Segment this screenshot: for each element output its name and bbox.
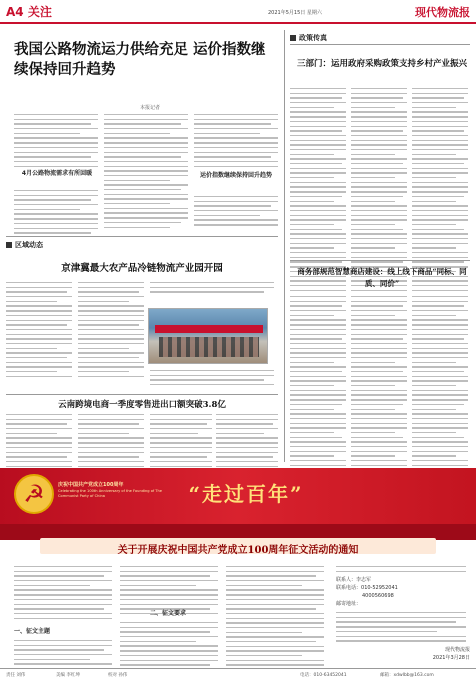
region-item1-title: 京津冀最大农产品冷链物流产业园开园 (61, 263, 223, 274)
policy-item1-title: 三部门：运用政府采购政策支持乡村产业振兴 (296, 59, 467, 69)
region-body2-col3 (150, 414, 212, 476)
contact-lines-2 (336, 612, 466, 642)
section-square-icon (290, 35, 296, 41)
notice-title: 关于开展庆祝中国共产党成立100周年征文活动的通知 (117, 545, 359, 556)
lead-body-col1b (14, 190, 98, 234)
policy-mid-rule (290, 260, 470, 261)
lead-body-col1 (14, 114, 98, 167)
section-tag: A4 关注 (6, 5, 52, 19)
lead-body-col2 (104, 114, 188, 228)
policy-body2-col3 (412, 296, 468, 466)
lead-headline: 我国公路物流运力供给充足 运价指数继续保持回升趋势 (14, 41, 266, 78)
anniversary-org: 庆祝中国共产党成立100周年 Celebrating the 100th Anniversary of the Founding of The Communist Party of China (58, 482, 162, 498)
photo-banner (155, 325, 263, 333)
issue-date: 2021年5月15日 星期六 (268, 10, 322, 16)
lead-body-col3b (194, 196, 278, 226)
region-body2-col4 (216, 414, 278, 476)
region-body1-col3b (150, 370, 274, 385)
region-section-label: 区域动态 (6, 240, 43, 250)
notice-date: 2021年3月28日 (432, 654, 470, 661)
masthead (0, 0, 476, 24)
industrial-park-photo (148, 308, 268, 364)
contact-lines (336, 566, 466, 572)
region-body1-col1 (6, 282, 72, 377)
notice-col1 (14, 566, 112, 619)
footer-editor: 责任 刘伟 (6, 673, 26, 678)
notice-col3 (226, 566, 324, 666)
region-body1-col3 (150, 282, 274, 293)
notice-col2b (120, 622, 218, 666)
photo-people (159, 337, 259, 357)
region-item2-title: 云南跨境电商一季度零售进出口额突破3.8亿 (58, 400, 226, 410)
anniversary-slogan: “走过百年” (188, 482, 304, 506)
policy-body2-col2 (351, 296, 407, 466)
region-top-rule (6, 236, 278, 237)
footer-tel: 电话：010-63452041 (300, 673, 347, 678)
policy-rule (290, 44, 470, 45)
policy-body2-col1 (290, 296, 346, 466)
notice-signature: 现代物流报 (444, 646, 470, 653)
lead-body-col3 (194, 114, 278, 167)
footer-email: 邮箱：xdwlbb@163.com (380, 673, 434, 678)
notice-col2 (120, 566, 218, 614)
notice-col1b (14, 640, 112, 665)
contact-phone1: 010-52952041 (361, 585, 398, 592)
notice-sec1: 一、征文主题 (14, 628, 51, 635)
lead-subhead-2: 运价指数继续保持回升趋势 (199, 172, 272, 179)
footer-designer: 美编 李红坤 (56, 673, 80, 678)
party-emblem-icon (14, 474, 54, 514)
contact-name: 李志军 (356, 577, 372, 584)
contact-block: 联系人：李志军 联系电话：010-52952041 4000560698 邮寄地址： 现代物流报 2021年3月28日 (336, 566, 470, 662)
lead-byline: 本报记者 (140, 105, 161, 111)
region-body2-col1 (6, 414, 72, 476)
footer-proof: 校对 孙伟 (108, 673, 128, 678)
policy-item2-title: 商务部规范智慧商店建设：线上线下商品“同标、同质、同价” (297, 267, 467, 288)
page-footer (0, 668, 476, 680)
policy-section-label: 政策传真 (290, 33, 327, 43)
section-square-icon (6, 242, 12, 248)
region-mid-rule (6, 394, 278, 395)
region-body1-col2 (78, 282, 144, 377)
lead-subhead-1: 4月公路物流需求有所回暖 (21, 170, 93, 177)
notice-sec2: 二、征文要求 (150, 610, 187, 617)
column-divider (284, 30, 285, 462)
newspaper-brand: 现代物流报 (415, 6, 470, 19)
region-body2-col2 (78, 414, 144, 476)
contact-phone2: 4000560698 (362, 593, 394, 600)
